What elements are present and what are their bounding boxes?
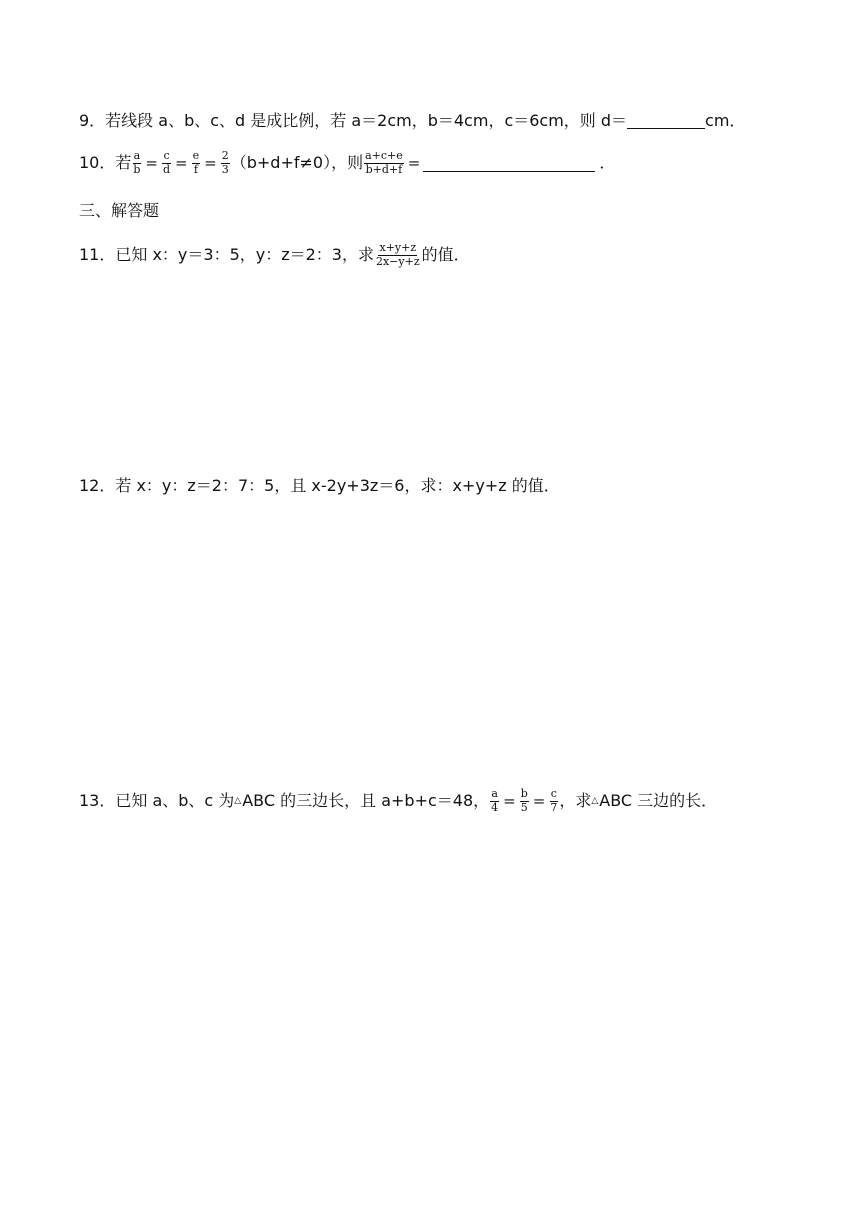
fraction-two-thirds [221, 150, 230, 176]
question-9 [79, 112, 745, 129]
section-heading [79, 203, 159, 219]
question-13-mid: ABC 的三边长，且 a+b+c＝48， [242, 791, 490, 811]
fraction-a-over-4 [490, 788, 499, 814]
question-12 [79, 478, 560, 494]
question-13-sep: ，求 [559, 791, 592, 811]
fraction-numerator: a [133, 149, 141, 162]
equals-sign: = [407, 153, 421, 172]
answer-blank-10[interactable] [423, 155, 595, 172]
answer-blank-9[interactable] [627, 112, 705, 129]
fraction-denominator: 4 [491, 800, 499, 814]
fraction-denominator: 5 [520, 800, 528, 814]
fraction-denominator: 2x−y+z [375, 254, 420, 268]
fraction-numerator: c [550, 787, 557, 800]
question-10-prefix: 10．若 [79, 153, 132, 173]
question-13-suffix: ABC 三边的长． [599, 791, 718, 811]
triangle-icon: △ [591, 795, 599, 806]
fraction-numerator: a+c+e [365, 149, 403, 162]
question-11-suffix: 的值． [421, 245, 470, 265]
equals-sign: = [175, 153, 188, 172]
fraction-numerator: x+y+z [379, 241, 417, 254]
equals-sign: = [204, 153, 217, 172]
section-title: 三、解答题 [79, 201, 160, 220]
fraction-e-over-f [192, 150, 201, 176]
fraction-denominator: 7 [550, 800, 558, 814]
question-9-unit: cm． [705, 110, 746, 130]
triangle-icon: △ [234, 795, 242, 806]
question-11 [79, 242, 470, 268]
question-9-text: 9．若线段 a、b、c、d 是成比例，若 a＝2cm，b＝4cm，c＝6cm，则 d＝ [79, 110, 628, 130]
fraction-numerator: e [192, 149, 200, 162]
fraction-denominator: b+d+f [365, 162, 403, 176]
fraction-denominator: 3 [221, 162, 229, 176]
equals-sign: = [532, 791, 546, 810]
fraction-denominator: f [193, 162, 198, 176]
equals-sign: = [503, 791, 516, 810]
fraction-b-over-5 [520, 788, 529, 814]
fraction-denominator: b [133, 162, 141, 176]
equals-sign: = [145, 153, 158, 172]
fraction-a-over-b [132, 150, 141, 176]
fraction-numerator: 2 [221, 149, 229, 162]
fraction-numerator: a [491, 787, 498, 800]
fraction-sum-ratio [364, 150, 404, 176]
question-10-end: ． [599, 153, 616, 173]
question-12-text: 12．若 x：y：z＝2：7：5，且 x-2y+3z＝6，求：x+y+z 的值． [79, 476, 560, 495]
fraction-expression [375, 242, 421, 268]
question-13-prefix: 13．已知 a、b、c 为 [79, 791, 235, 811]
fraction-c-over-d [162, 150, 171, 176]
question-13 [79, 788, 717, 814]
fraction-denominator: d [163, 162, 171, 176]
fraction-numerator: c [163, 149, 170, 162]
question-10 [79, 150, 615, 176]
fraction-c-over-7 [549, 788, 558, 814]
fraction-numerator: b [520, 787, 528, 800]
question-10-condition: （b+d+f≠0），则 [230, 153, 364, 173]
question-11-prefix: 11．已知 x：y＝3：5，y：z＝2：3，求 [79, 245, 374, 265]
